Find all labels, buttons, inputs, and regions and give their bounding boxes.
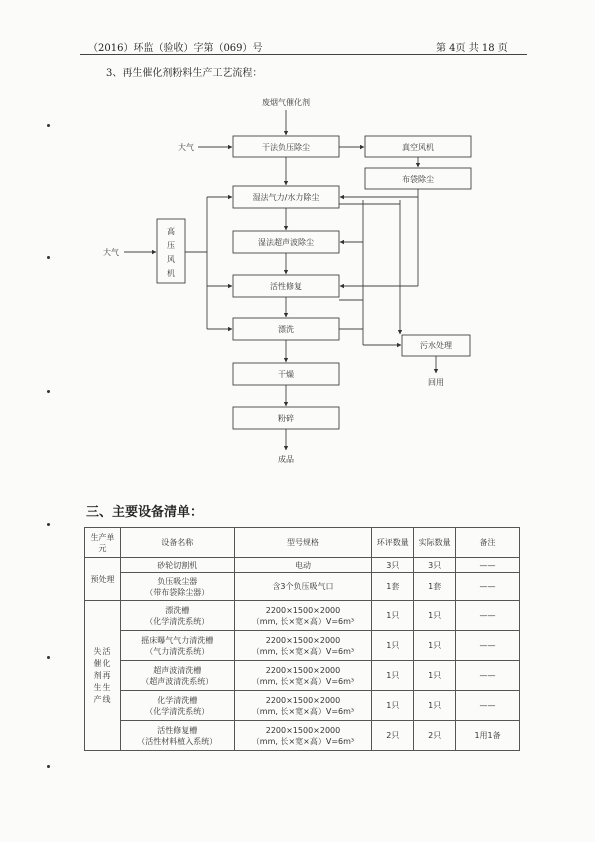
actual-qty: 1套 [414,573,456,601]
table-row [85,601,520,631]
equipment-name: 化学清洗槽 （化学清洗系统） [120,691,234,721]
equipment-spec: 2200×1500×2000 （mm, 长×宽×高）V=6m³ [234,601,372,631]
eia-qty: 3只 [372,558,414,573]
label-hp-fan-4: 机 [167,269,175,278]
label-dry: 干燥 [278,370,294,379]
eia-qty: 1只 [372,661,414,691]
equipment-name: 砂轮切割机 [120,558,234,573]
label-air-2: 大气 [103,248,119,257]
equipment-name: 负压吸尘器 （带布袋除尘器） [120,573,234,601]
eia-qty: 1只 [372,691,414,721]
table-row [85,573,520,601]
actual-qty: 1只 [414,601,456,631]
header-spec: 型号规格 [234,528,372,558]
note: —— [456,661,520,691]
note: —— [456,573,520,601]
table-row [85,661,520,691]
document-number: （2016）环监（验收）字第（069）号 [88,43,263,54]
label-air: 大气 [178,143,194,152]
equipment-name: 活性修复槽 （活性材料植入系统） [120,721,234,751]
note: —— [456,601,520,631]
label-hp-fan-2: 压 [167,241,175,250]
note: 1用1备 [456,721,520,751]
equipment-spec: 2200×1500×2000 （mm, 长×宽×高）V=6m³ [234,721,372,751]
label-wastewater: 污水处理 [420,341,452,350]
label-dry-dust: 干法负压除尘 [262,143,310,152]
header-actual-qty: 实际数量 [414,528,456,558]
flow-title: 3、再生催化剂粉料生产工艺流程： [106,68,263,79]
equipment-spec: 含3个负压吸气口 [234,573,372,601]
header-note: 备注 [456,528,520,558]
table-row [85,691,520,721]
eia-qty: 2只 [372,721,414,751]
table-row [85,631,520,661]
equipment-spec: 2200×1500×2000 （mm, 长×宽×高）V=6m³ [234,631,372,661]
label-crush: 粉碎 [278,414,294,423]
equipment-name: 漂洗槽 （化学清洗系统） [120,601,234,631]
section-title: 三、主要设备清单： [86,505,204,520]
equipment-spec: 电动 [234,558,372,573]
label-source: 废烟气催化剂 [262,98,310,107]
actual-qty: 1只 [414,631,456,661]
actual-qty: 3只 [414,558,456,573]
note: —— [456,631,520,661]
equipment-name: 超声波清洗槽 （超声波清洗系统） [120,661,234,691]
eia-qty: 1套 [372,573,414,601]
actual-qty: 2只 [414,721,456,751]
table-row [85,721,520,751]
eia-qty: 1只 [372,631,414,661]
equipment-table [84,527,520,751]
note: —— [456,558,520,573]
label-activation: 活性修复 [270,282,302,291]
unit-cell: 失活催化剂再生生产线 [85,601,121,751]
label-hp-fan-1: 高 [167,227,175,236]
table-row [85,558,520,573]
actual-qty: 1只 [414,661,456,691]
actual-qty: 1只 [414,691,456,721]
label-vacuum-fan: 真空风机 [402,143,434,152]
label-wet-dust: 湿法气力/水力除尘 [252,193,320,202]
label-reuse: 回用 [428,378,444,387]
label-ultra-dust: 湿法超声波除尘 [258,238,314,247]
unit-cell: 预处理 [85,558,121,601]
equipment-spec: 2200×1500×2000 （mm, 长×宽×高）V=6m³ [234,661,372,691]
table-header-row [85,528,520,558]
header-eia-qty: 环评数量 [372,528,414,558]
label-bag-dust: 布袋除尘 [402,175,434,184]
eia-qty: 1只 [372,601,414,631]
note: —— [456,691,520,721]
header-unit: 生产单元 [85,528,121,558]
equipment-spec: 2200×1500×2000 （mm, 长×宽×高）V=6m³ [234,691,372,721]
label-rinse: 漂洗 [278,325,294,334]
equipment-name: 摇床曝气气力清洗槽 （气力清洗系统） [120,631,234,661]
label-hp-fan-3: 风 [167,255,175,264]
header-name: 设备名称 [120,528,234,558]
label-product: 成品 [278,455,294,464]
page-indicator: 第 4页 共 18 页 [436,43,508,54]
